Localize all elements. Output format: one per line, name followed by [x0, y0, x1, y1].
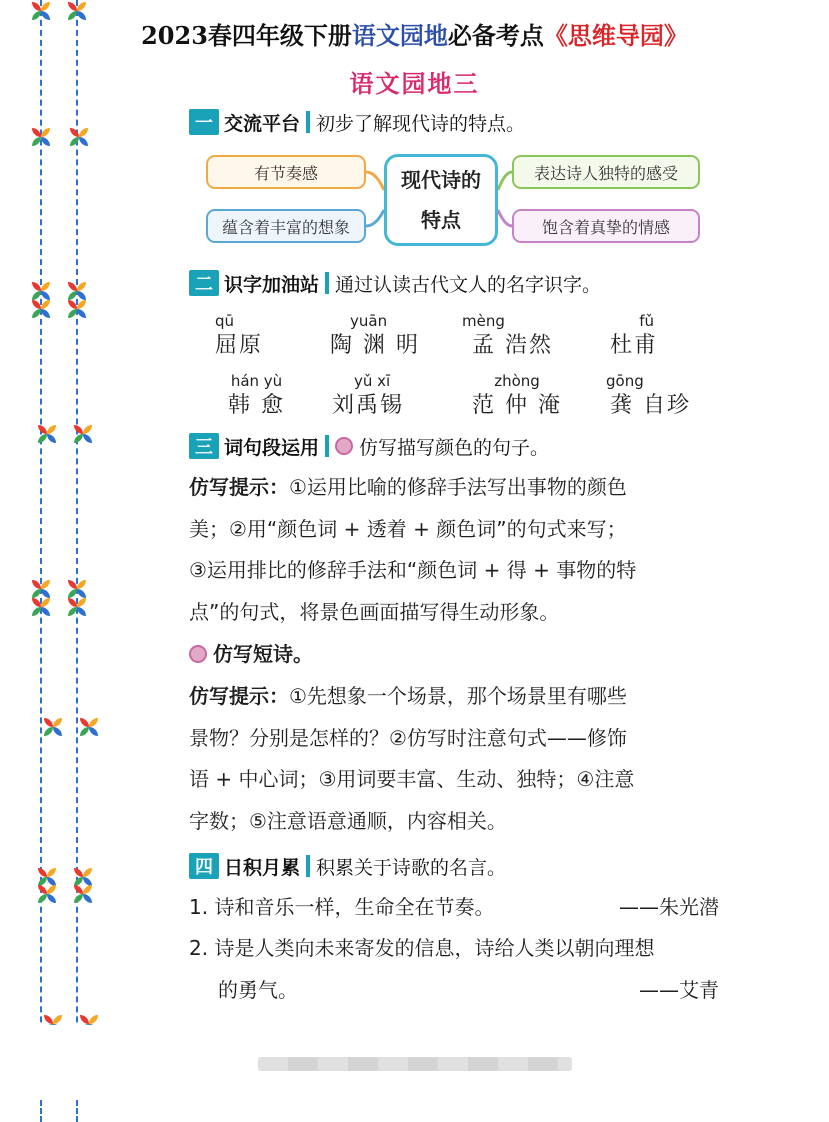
name-item — [472, 371, 562, 421]
pinwheel-icon — [38, 425, 56, 443]
title-part-garden: 语文园地 — [351, 21, 448, 50]
name-item — [606, 371, 691, 421]
decorative-vine-tail — [40, 1100, 44, 1122]
section-divider — [325, 435, 329, 457]
hanzi: 韩 愈 — [228, 393, 285, 418]
pinyin: mèng — [462, 312, 505, 330]
text-line — [189, 467, 719, 509]
pinwheel-icon — [74, 425, 92, 443]
text-line: 语 + 中心词；③用词要丰富、生动、独特；④注意 — [189, 767, 635, 791]
mindmap-center-line2: 特点 — [421, 208, 461, 232]
bottom-fade-mask — [0, 1025, 829, 1122]
section-4-name: 日积月累 — [224, 856, 301, 879]
quote-1 — [189, 887, 719, 929]
pinwheel-icon — [32, 598, 50, 616]
mindmap-node-imagination: 蕴含着丰富的想象 — [206, 209, 366, 243]
section-1-name: 交流平台 — [224, 112, 301, 135]
pinwheel-icon — [38, 868, 56, 886]
name-item — [332, 371, 404, 421]
pinwheel-icon — [68, 580, 86, 598]
tip-label: 仿写提示： — [189, 475, 289, 499]
pinyin: fǔ — [639, 312, 655, 330]
section-3-header — [189, 431, 549, 461]
pinyin: gōng — [606, 372, 644, 390]
bullet-flower-icon — [335, 437, 353, 455]
text-line: 景物？分别是怎样的？②仿写时注意句式——修饰 — [189, 725, 627, 750]
pinyin-row-2 — [190, 371, 750, 431]
hanzi: 孟 浩然 — [472, 333, 553, 358]
pinyin: zhòng — [494, 372, 540, 390]
section-divider — [325, 272, 329, 294]
pinwheel-icon — [74, 885, 92, 903]
title-part-grade: 2023春四年级下册 — [141, 21, 352, 50]
pinwheel-icon — [38, 885, 56, 903]
mindmap-node-rhythm: 有节奏感 — [206, 155, 366, 189]
pinwheel-icon — [32, 580, 50, 598]
name-item — [610, 311, 658, 361]
name-item — [330, 311, 420, 361]
section-4-number: 四 — [189, 853, 219, 879]
hanzi: 龚 自珍 — [610, 393, 691, 418]
section-4-desc: 积累关于诗歌的名言。 — [316, 856, 507, 879]
text-line-content: ①运用比喻的修辞手法写出事物的颜色 — [289, 475, 627, 499]
hanzi: 范 仲 淹 — [472, 393, 562, 418]
section-divider — [306, 855, 310, 877]
hanzi: 屈原 — [215, 333, 264, 358]
quote-author: ——艾青 — [639, 978, 719, 1002]
section-heading: 语文园地三 — [349, 70, 480, 98]
decorative-vine-tail — [76, 1100, 80, 1122]
pinyin: yuān — [350, 312, 388, 330]
pinwheel-icon — [44, 718, 62, 736]
section-4-header — [189, 851, 506, 881]
quote-text: 的勇气。 — [218, 978, 298, 1002]
section-2-desc: 通过认读古代文人的名字识字。 — [335, 273, 602, 296]
pinwheel-icon — [80, 718, 98, 736]
bullet-flower-icon — [189, 645, 207, 663]
section-2-header — [189, 268, 601, 298]
pinwheel-icon — [32, 300, 50, 318]
mindmap-node-emotion: 饱含着真挚的情感 — [512, 209, 700, 243]
tip-paragraph-1 — [189, 467, 719, 633]
section-2-name: 识字加油站 — [224, 273, 320, 296]
pinwheel-icon — [68, 282, 86, 300]
name-item — [228, 371, 285, 421]
pinyin: yǔ xī — [354, 372, 391, 390]
name-item — [462, 311, 553, 361]
section-3-number: 三 — [189, 433, 219, 459]
title-part-mindmap: 《思维导园》 — [543, 21, 688, 50]
quote-2-line-1: 2. 诗是人类向未来寄发的信息，诗给人类以朝向理想 — [189, 936, 655, 960]
quote-2-line-2 — [189, 970, 719, 1012]
subheading-text: 仿写短诗。 — [213, 642, 313, 666]
quote-text: 1. 诗和音乐一样，生命全在节奏。 — [189, 895, 495, 919]
section-3-desc: 仿写描写颜色的句子。 — [359, 436, 550, 459]
pinyin-row-1 — [190, 311, 750, 371]
hanzi: 杜甫 — [610, 333, 659, 358]
blurred-watermark — [258, 1057, 572, 1071]
pinyin: qū — [215, 312, 235, 330]
tip-paragraph-2 — [189, 676, 719, 842]
mindmap-center-node — [384, 154, 498, 246]
title-part-keypoints: 必备考点 — [447, 21, 544, 50]
text-line: 点”的句式，将景色画面描写得生动形象。 — [189, 599, 560, 624]
tip-label: 仿写提示： — [189, 684, 289, 708]
text-line: ③运用排比的修辞手法和“颜色词 + 得 + 事物的特 — [189, 558, 637, 582]
mindmap-center-line1: 现代诗的 — [401, 168, 481, 192]
hanzi: 刘禹锡 — [332, 393, 405, 418]
pinwheel-icon — [68, 300, 86, 318]
text-line-content: ①先想象一个场景，那个场景里有哪些 — [289, 684, 627, 708]
section-3-name: 词句段运用 — [224, 436, 320, 459]
text-line: 字数；⑤注意语意通顺，内容相关。 — [189, 808, 507, 833]
pinwheel-icon — [74, 868, 92, 886]
name-item — [215, 311, 263, 361]
subheading-short-poem — [189, 634, 719, 676]
hanzi: 陶 渊 明 — [330, 333, 420, 358]
pinyin: hán yù — [230, 372, 283, 390]
quote-author: ——朱光潜 — [619, 895, 719, 919]
pinwheel-icon — [32, 282, 50, 300]
text-line — [189, 676, 719, 718]
section-1-number: 一 — [189, 109, 219, 135]
text-line: 美；②用“颜色词 + 透着 + 颜色词”的句式来写； — [189, 516, 627, 541]
section-1-desc: 初步了解现代诗的特点。 — [316, 112, 526, 135]
mindmap-node-feelings: 表达诗人独特的感受 — [512, 155, 700, 189]
section-2-number: 二 — [189, 270, 219, 296]
pinwheel-icon — [68, 598, 86, 616]
